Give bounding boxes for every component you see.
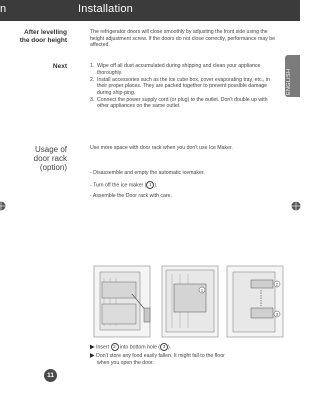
figure-callout-2: 2: [275, 281, 279, 287]
page-number-badge: 11: [44, 369, 57, 382]
door-rack-step3: - Assemble the Door rack with care.: [90, 193, 172, 199]
page-title: Installation: [78, 3, 133, 15]
callout-circle: 1: [146, 181, 154, 189]
after-levelling-label: [20, 29, 67, 45]
list-item-text: Connect the power supply cord (or plug) to the outlet. Don't double up with other appliances on the same outlet.: [97, 96, 268, 109]
list-item: [90, 63, 280, 76]
after-levelling-label-line1: After levelling: [24, 29, 67, 36]
language-tab-label: ENGLISH: [286, 68, 292, 95]
list-item-number: 1.: [90, 63, 95, 69]
list-item: [90, 77, 280, 97]
registration-mark-right-icon: [289, 199, 303, 213]
door-rack-step2: [90, 181, 158, 189]
list-item-text: Install accessories such as the ice cube box, cover evaporating tray, etc., in their proper places. They are packed together to prevent possible damage during ship-ping.: [97, 76, 270, 96]
page-header-bar: [0, 0, 300, 21]
callout-circle: 3: [160, 343, 168, 351]
list-item-number: 3.: [90, 96, 95, 103]
icemaker-panel-illustration: [160, 264, 220, 339]
door-rack-note2: [90, 353, 225, 360]
after-levelling-text: [90, 29, 282, 49]
door-rack-intro: Use more space with door rack when you don't use Ice Maker.: [90, 145, 233, 151]
next-label: Next: [52, 63, 67, 70]
door-rack-step1: - Disassemble and empty the automatic icemaker.: [90, 170, 205, 176]
door-rack-label-line3: (option): [39, 163, 67, 172]
language-side-tab: [285, 55, 300, 97]
next-steps-list: [90, 63, 280, 110]
step2-prefix: - Turn off the ice maker (: [90, 182, 147, 189]
door-rack-label-line2: door rack: [33, 154, 67, 163]
note1-prefix: Insert: [96, 344, 111, 351]
door-rack-label: [34, 145, 67, 172]
header-fragment-text: n: [0, 3, 7, 15]
door-rack-label-line1: Usage of: [34, 145, 67, 154]
registration-mark-left-icon: [0, 199, 8, 213]
list-item-number: 2.: [90, 76, 95, 83]
note2-line1: Don't store any food easily fallen. It might fall to the floor: [96, 353, 225, 359]
note1-mid: into bottom hole (: [118, 344, 161, 351]
after-levelling-label-line2: the door height: [19, 37, 67, 44]
callout-circle: 2: [111, 343, 119, 351]
arrow-bullet-icon: ▶: [90, 344, 95, 351]
figure-callout-1: 1: [200, 287, 204, 293]
icemaker-removal-illustration: [92, 264, 152, 339]
step2-suffix: ).: [154, 182, 158, 189]
note1-suffix: ).: [168, 344, 172, 351]
arrow-bullet-icon: ▶: [90, 353, 95, 359]
after-levelling-paragraph: The refrigerator doors will close smoothly by adjusting the front side using the height adjustment screw. If the doors do not close correctly, performance may be affected.: [90, 29, 276, 49]
list-item: [90, 97, 280, 110]
door-rack-note1: [90, 343, 171, 351]
figure-callout-3: 3: [275, 311, 279, 317]
note2-line2: when you open the door.: [97, 360, 154, 366]
door-rack-assembly-illustration: [225, 264, 285, 339]
list-item-text: Wipe off all dust accumulated during shipping and clean your appliance thoroughly.: [97, 63, 261, 76]
